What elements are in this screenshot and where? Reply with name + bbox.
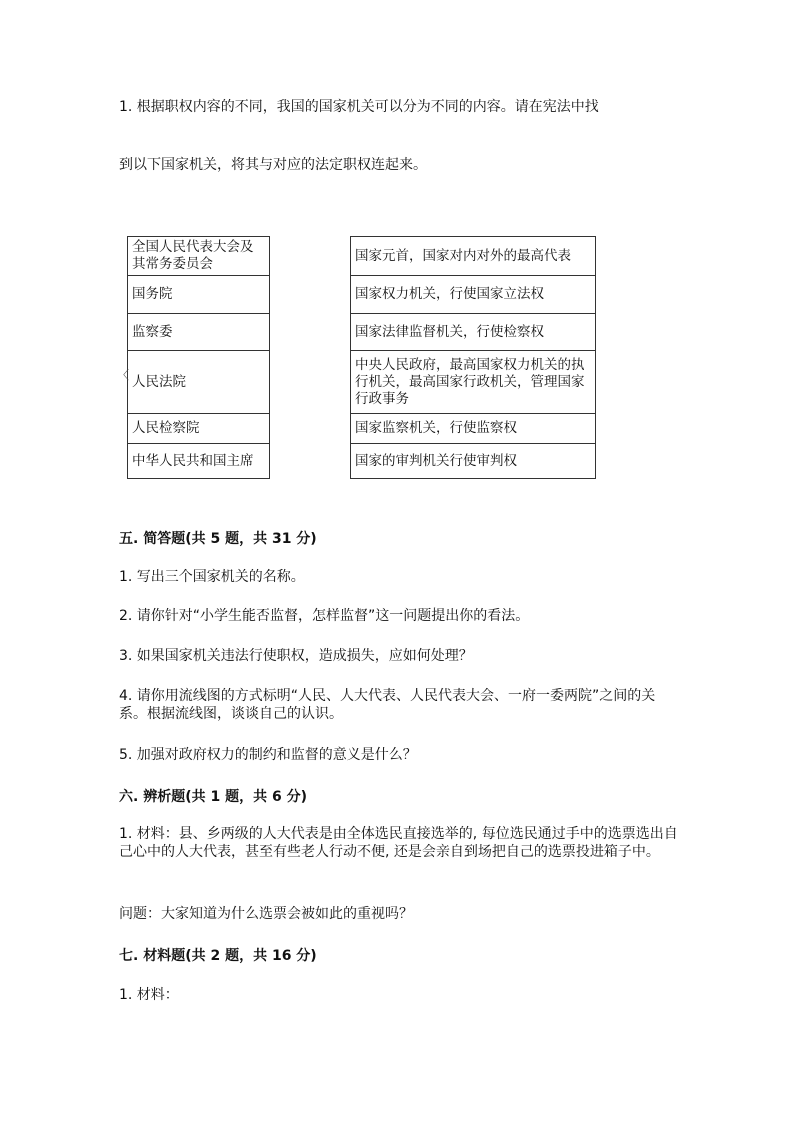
matching-prompt-line1: 1. 根据职权内容的不同，我国的国家机关可以分为不同的内容。请在宪法中找: [119, 99, 599, 115]
left-item: 人民法院: [128, 351, 269, 414]
section5-title: 五. 简答题(共 5 题，共 31 分): [119, 531, 317, 547]
section5-question: 3. 如果国家机关违法行使职权，造成损失，应如何处理？: [119, 648, 473, 664]
matching-prompt-line2: 到以下国家机关，将其与对应的法定职权连起来。: [119, 157, 427, 173]
left-column-table: [127, 236, 270, 479]
section6-material: 1. 材料：县、乡两级的人大代表是由全体选民直接选举的, 每位选民通过手中的选票选出自己心中的人大代表，甚至有些老人行动不便, 还是会亲自到场把自己的选票投进箱子中。: [119, 826, 678, 860]
section5-question: 5. 加强对政府权力的制约和监督的意义是什么？: [119, 747, 417, 763]
section6-title: 六. 辨析题(共 1 题，共 6 分): [119, 789, 307, 805]
right-item: 国家元首，国家对内对外的最高代表: [351, 237, 595, 276]
stray-mark: 〈: [117, 368, 130, 382]
right-item: 国家法律监督机关，行使检察权: [351, 314, 595, 351]
section6-question: 问题：大家知道为什么选票会被如此的重视吗？: [119, 906, 413, 922]
right-column-table: [350, 236, 596, 479]
section5-question: 1. 写出三个国家机关的名称。: [119, 569, 305, 585]
section5-question: 2. 请你针对“小学生能否监督，怎样监督”这一问题提出你的看法。: [119, 608, 530, 624]
right-item: 国家的审判机关行使审判权: [355, 452, 517, 469]
right-item: 国家权力机关，行使国家立法权: [351, 276, 595, 314]
left-item: 全国人民代表大会及其常务委员会: [128, 237, 269, 276]
section7-title: 七. 材料题(共 2 题，共 16 分): [119, 948, 317, 964]
left-item: 国务院: [128, 276, 269, 314]
right-item: 国家监察机关，行使监察权: [351, 414, 595, 444]
left-item: 中华人民共和国主席: [132, 452, 254, 469]
right-item: 中央人民政府，最高国家权力机关的执行机关，最高国家行政机关，管理国家行政事务: [351, 351, 595, 414]
section5-question: 4. 请你用流线图的方式标明“人民、人大代表、人民代表大会、一府一委两院”之间的关系。根据流线图，谈谈自己的认识。: [119, 688, 656, 722]
left-item: 监察委: [128, 314, 269, 351]
left-item: 人民检察院: [128, 414, 269, 444]
section7-item: 1. 材料：: [119, 987, 179, 1003]
